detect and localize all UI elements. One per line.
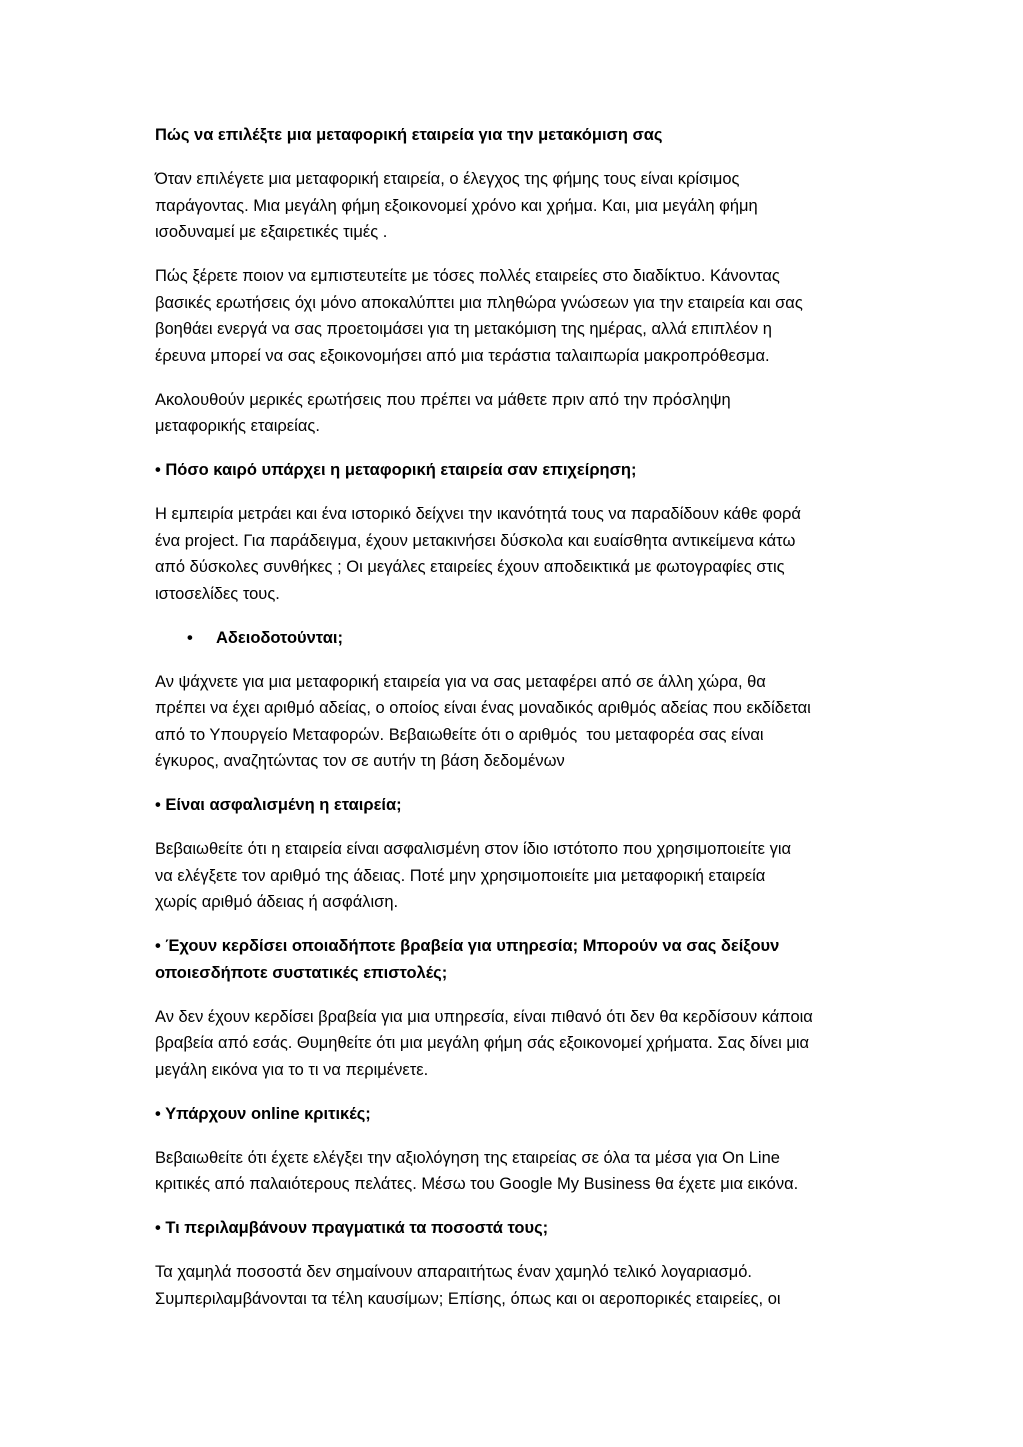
question-line: • Τι περιλαμβάνουν πραγματικά τα ποσοστά τους;: [155, 1219, 549, 1237]
paragraph-line: από δύσκολες συνθήκες ; Οι μεγάλες εταιρείες έχουν αποδεικτικά με φωτογραφίες στις: [155, 558, 785, 576]
paragraph-line: βασικές ερωτήσεις όχι μόνο αποκαλύπτει μια πληθώρα γνώσεων για την εταιρεία και σας: [155, 293, 803, 312]
trust-paragraph: [155, 263, 995, 369]
paragraph-line: ένα project. Για παράδειγμα, έχουν μετακινήσει δύσκολα και ευαίσθητα αντικείμενα κάτω: [155, 531, 796, 550]
paragraph-line: Αν δεν έχουν κερδίσει βραβεία για μια υπηρεσία, είναι πιθανό ότι δεν θα κερδίσουν κάποια: [155, 1007, 813, 1026]
answer-paragraph: [155, 836, 995, 916]
paragraph-line: μεγάλη εικόνα για το τι να περιμένετε.: [155, 1060, 429, 1079]
paragraph-line: Όταν επιλέγετε μια μεταφορική εταιρεία, ο έλεγχος της φήμης τους είναι κρίσιμος: [155, 170, 740, 188]
document-body: [155, 122, 995, 1330]
answer-paragraph: [155, 1145, 995, 1198]
paragraph-line: Η εμπειρία μετράει και ένα ιστορικό δείχνει την ικανότητά τους να παραδίδουν κάθε φορά: [155, 505, 801, 523]
paragraph-line: από το Υπουργείο Μεταφορών. Βεβαιωθείτε ότι ο αριθμός του μεταφορέα σας είναι: [155, 725, 764, 744]
heading-line: Πώς να επιλέξτε μια μεταφορική εταιρεία για την μετακόμιση σας: [155, 126, 663, 144]
paragraph-line: Συμπεριλαμβάνονται τα τέλη καυσίμων; Επίσης, όπως και οι αεροπορικές εταιρείες, οι: [155, 1289, 781, 1308]
answer-paragraph: [155, 1259, 995, 1312]
answer-paragraph: [155, 669, 995, 775]
question-line: οποιεσδήποτε συστατικές επιστολές;: [155, 963, 448, 982]
paragraph-line: έρευνα μπορεί να σας εξοικονομήσει από μια τεράστια ταλαιπωρία μακροπρόθεσμα.: [155, 346, 770, 365]
paragraph-line: μεταφορικής εταιρείας.: [155, 417, 320, 435]
question-heading: [155, 933, 995, 986]
paragraph-line: έγκυρος, αναζητώντας τον σε αυτήν τη βάση δεδομένων: [155, 752, 565, 770]
paragraph-line: βοηθάει ενεργά να σας προετοιμάσει για τη μετακόμιση της ημέρας, αλλά επιπλέον η: [155, 320, 772, 338]
question-line: • Είναι ασφαλισμένη η εταιρεία;: [155, 796, 402, 814]
question-line: • Έχουν κερδίσει οποιαδήποτε βραβεία για υπηρεσία; Μπορούν να σας δείξουν: [155, 937, 780, 955]
document-heading: [155, 122, 995, 149]
question-heading: [155, 1101, 995, 1128]
question-heading: [155, 457, 995, 484]
paragraph-line: πρέπει να έχει αριθμό αδείας, ο οποίος είναι ένας μοναδικός αριθμός αδείας που εκδίδεται: [155, 699, 811, 717]
paragraph-line: Βεβαιωθείτε ότι η εταιρεία είναι ασφαλισμένη στον ίδιο ιστότοπο που χρησιμοποιείτε για: [155, 840, 792, 858]
intro-paragraph: [155, 166, 995, 246]
question-heading: [155, 792, 995, 819]
question-line: • Υπάρχουν online κριτικές;: [155, 1104, 371, 1123]
paragraph-line: Βεβαιωθείτε ότι έχετε ελέγξει την αξιολόγηση της εταιρείας σε όλα τα μέσα για On Line: [155, 1148, 780, 1167]
paragraph-line: Αν ψάχνετε για μια μεταφορική εταιρεία για να σας μεταφέρει από σε άλλη χώρα, θα: [155, 672, 766, 691]
questions-intro-paragraph: [155, 387, 995, 440]
bullet-icon: •: [187, 628, 193, 647]
paragraph-line: να ελέγξετε τον αριθμό της άδειας. Ποτέ μην χρησιμοποιείτε μια μεταφορική εταιρεία: [155, 866, 766, 885]
paragraph-line: χωρίς αριθμό άδειας ή ασφάλιση.: [155, 893, 399, 911]
paragraph-line: Τα χαμηλά ποσοστά δεν σημαίνουν απαραιτήτως έναν χαμηλό τελικό λογαριασμό.: [155, 1263, 752, 1281]
answer-paragraph: [155, 1004, 995, 1084]
answer-paragraph: [155, 501, 995, 607]
question-list-item: [155, 625, 995, 652]
paragraph-line: ιστοσελίδες τους.: [155, 584, 280, 603]
paragraph-line: Ακολουθούν μερικές ερωτήσεις που πρέπει να μάθετε πριν από την πρόσληψη: [155, 390, 731, 409]
paragraph-line: Πώς ξέρετε ποιον να εμπιστευτείτε με τόσες πολλές εταιρείες στο διαδίκτυο. Κάνοντας: [155, 267, 780, 285]
paragraph-line: βραβεία από εσάς. Θυμηθείτε ότι μια μεγάλη φήμη σάς εξοικονομεί χρήματα. Σας δίνει μια: [155, 1034, 810, 1052]
paragraph-line: παράγοντας. Μια μεγάλη φήμη εξοικονομεί χρόνο και χρήμα. Και, μια μεγάλη φήμη: [155, 196, 758, 215]
paragraph-line: κριτικές από παλαιότερους πελάτες. Μέσω του Google My Business θα έχετε μια εικόνα.: [155, 1175, 799, 1193]
paragraph-line: ισοδυναμεί με εξαιρετικές τιμές .: [155, 223, 388, 241]
question-line: Αδειοδοτούνται;: [216, 628, 343, 647]
question-heading: [155, 1215, 995, 1242]
question-line: • Πόσο καιρό υπάρχει η μεταφορική εταιρεία σαν επιχείρηση;: [155, 461, 637, 479]
